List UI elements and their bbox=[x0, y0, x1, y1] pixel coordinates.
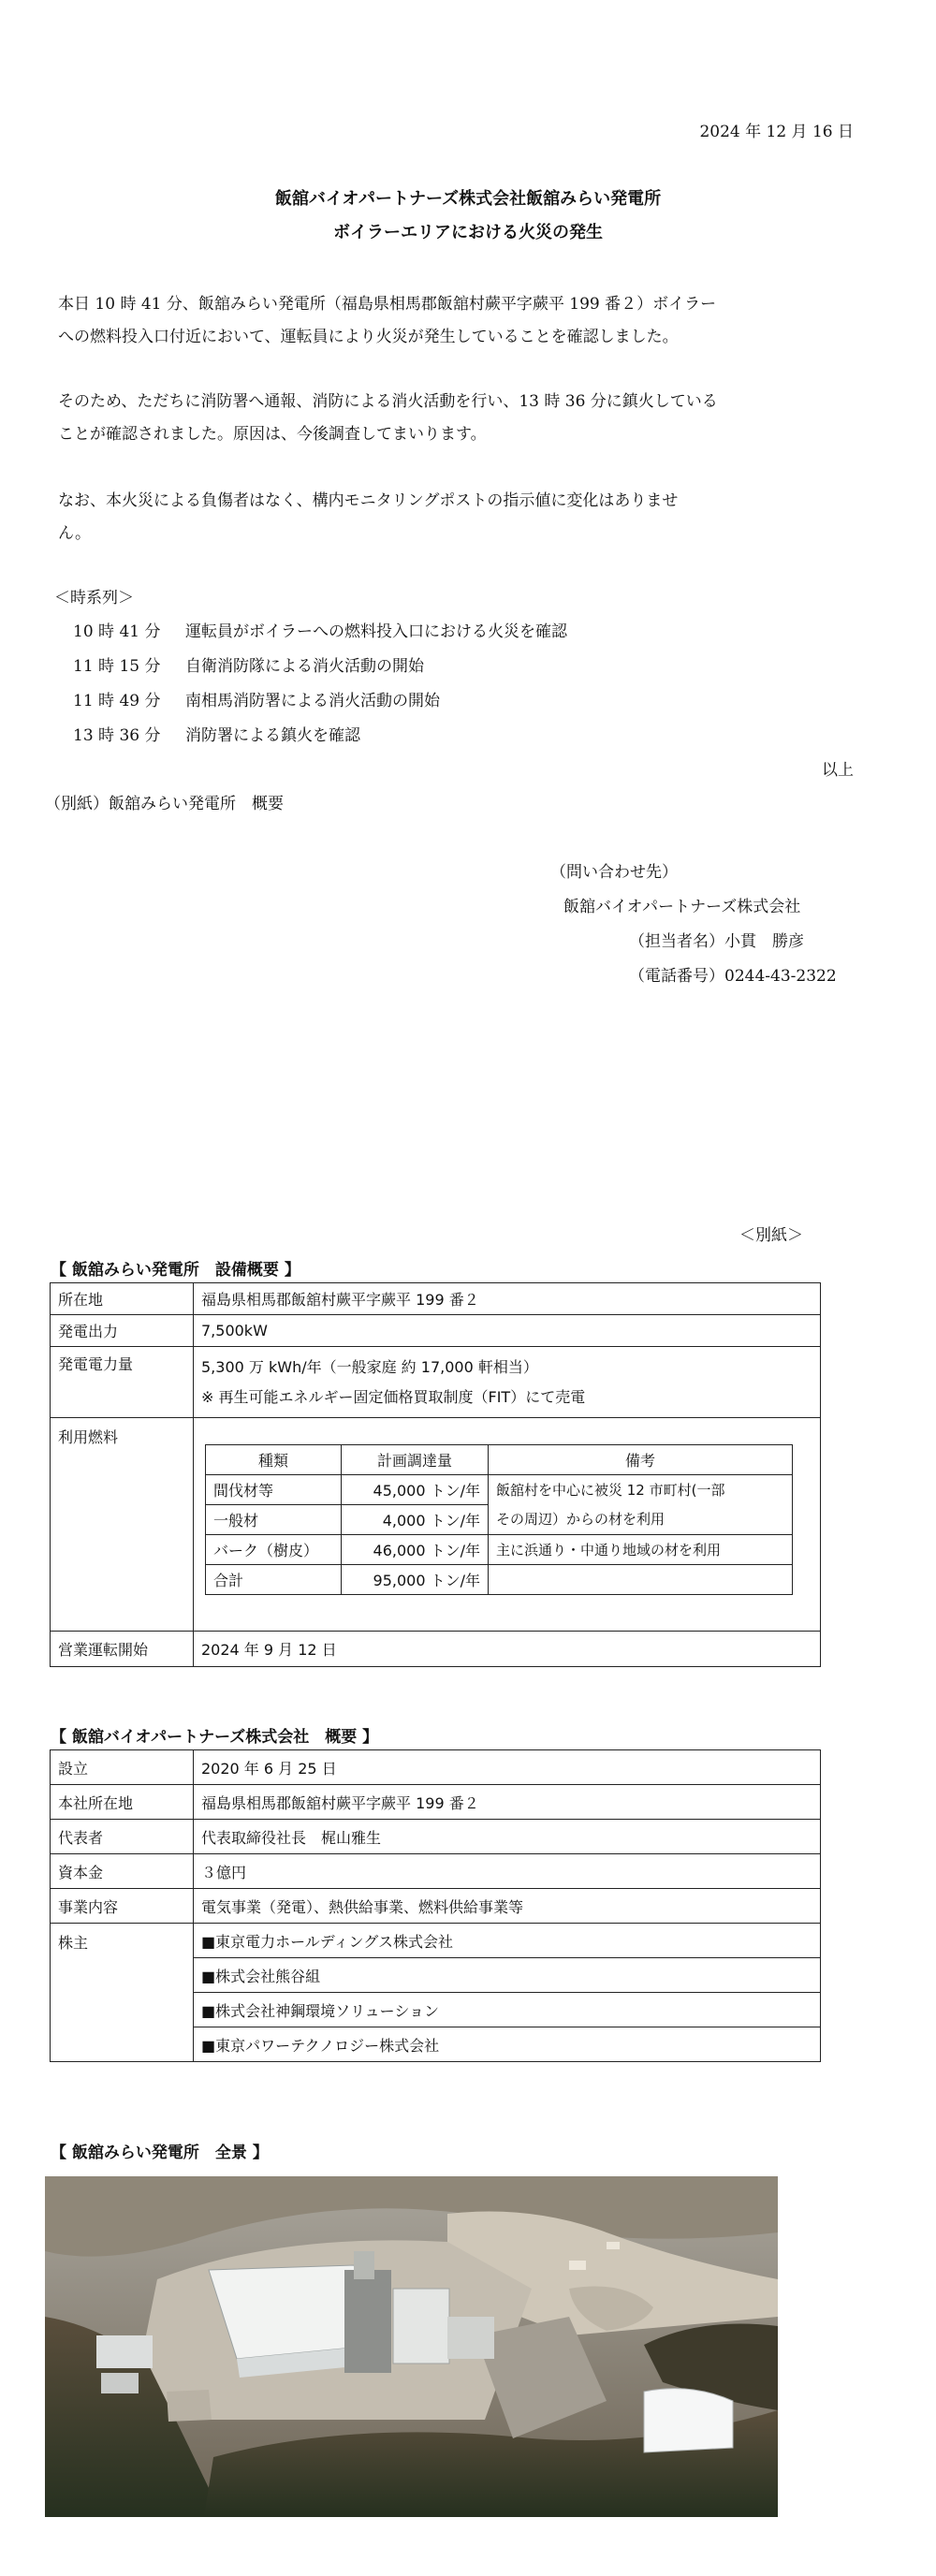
fuel-type: 間伐材等 bbox=[206, 1475, 342, 1505]
fuel-type: 合計 bbox=[206, 1565, 342, 1595]
company-label: 設立 bbox=[51, 1750, 194, 1785]
attachment-label: ＜別紙＞ bbox=[739, 1226, 803, 1245]
timeline-heading: ＜時系列＞ bbox=[54, 589, 134, 607]
company-value: 電気事業（発電）、熱供給事業、燃料供給事業等 bbox=[194, 1889, 821, 1924]
fuel-header-amount: 計画調達量 bbox=[342, 1445, 489, 1475]
fuel-amount: 46,000 トン/年 bbox=[342, 1535, 489, 1565]
company-table bbox=[50, 1749, 821, 2062]
plant-aerial-photo bbox=[45, 2176, 778, 2517]
photo-section-title: 【 飯舘みらい発電所 全景 】 bbox=[51, 2144, 269, 2162]
fuel-header-type: 種類 bbox=[206, 1445, 342, 1475]
facility-start-value: 2024 年 9 月 12 日 bbox=[194, 1632, 821, 1667]
shareholder-item: ■株式会社神鋼環境ソリューション bbox=[194, 1993, 821, 2027]
company-section-title: 【 飯舘バイオパートナーズ株式会社 概要 】 bbox=[51, 1728, 379, 1747]
shareholder-item: ■株式会社熊谷組 bbox=[194, 1958, 821, 1993]
document-title: 飯舘バイオパートナーズ株式会社飯舘みらい発電所 bbox=[274, 189, 662, 209]
facility-table bbox=[50, 1282, 821, 1667]
shareholder-item: ■東京電力ホールディングス株式会社 bbox=[194, 1924, 821, 1958]
facility-location-value: 福島県相馬郡飯舘村蕨平字蕨平 199 番２ bbox=[194, 1283, 821, 1315]
company-label: 代表者 bbox=[51, 1820, 194, 1854]
facility-location-label: 所在地 bbox=[51, 1283, 194, 1315]
company-value: ３億円 bbox=[194, 1854, 821, 1889]
facility-fuel-label: 利用燃料 bbox=[51, 1418, 194, 1632]
document-subtitle: ボイラーエリアにおける火災の発生 bbox=[333, 223, 603, 242]
fuel-amount: 45,000 トン/年 bbox=[342, 1475, 489, 1505]
timeline-row: 10 時 41 分 運転員がボイラーへの燃料投入口における火災を確認 bbox=[73, 622, 567, 641]
contact-person: （担当者名）小貫 勝彦 bbox=[629, 932, 804, 951]
paragraph-incident: 本日 10 時 41 分、飯舘みらい発電所（福島県相馬郡飯舘村蕨平字蕨平 199 番２）ボイラー への燃料投入口付近において、運転員により火災が発生していることを確認しました。 bbox=[58, 295, 717, 346]
company-value: 福島県相馬郡飯舘村蕨平字蕨平 199 番２ bbox=[194, 1785, 821, 1820]
facility-fuel-cell bbox=[194, 1418, 821, 1632]
company-label: 事業内容 bbox=[51, 1889, 194, 1924]
facility-output-value: 7,500kW bbox=[194, 1315, 821, 1347]
company-value: 代表取締役社長 梶山雅生 bbox=[194, 1820, 821, 1854]
plant-aerial-illustration bbox=[45, 2176, 778, 2517]
company-label: 本社所在地 bbox=[51, 1785, 194, 1820]
fuel-note-merged: 飯舘村を中心に被災 12 市町村(一部 その周辺）からの材を利用 bbox=[489, 1475, 793, 1535]
facility-start-label: 営業運転開始 bbox=[51, 1632, 194, 1667]
fuel-note bbox=[489, 1565, 793, 1595]
contact-phone: （電話番号）0244-43-2322 bbox=[629, 967, 837, 986]
attachment-note: （別紙）飯舘みらい発電所 概要 bbox=[45, 795, 284, 813]
shareholder-item: ■東京パワーテクノロジー株式会社 bbox=[194, 2027, 821, 2062]
fuel-type: 一般材 bbox=[206, 1505, 342, 1535]
timeline-row: 11 時 15 分 自衛消防隊による消火活動の開始 bbox=[73, 657, 424, 676]
facility-output-label: 発電出力 bbox=[51, 1315, 194, 1347]
paragraph-injuries: なお、本火災による負傷者はなく、構内モニタリングポストの指示値に変化はありませ ん。 bbox=[58, 491, 679, 543]
fuel-header-note: 備考 bbox=[489, 1445, 793, 1475]
company-label: 資本金 bbox=[51, 1854, 194, 1889]
closing-mark: 以上 bbox=[822, 761, 854, 780]
document-date: 2024 年 12 月 16 日 bbox=[699, 123, 854, 141]
company-value: 2020 年 6 月 25 日 bbox=[194, 1750, 821, 1785]
paragraph-response: そのため、ただちに消防署へ通報、消防による消火活動を行い、13 時 36 分に鎮火している ことが確認されました。原因は、今後調査してまいります。 bbox=[58, 392, 718, 444]
contact-heading: （問い合わせ先） bbox=[550, 863, 678, 882]
facility-energy-label: 発電電力量 bbox=[51, 1347, 194, 1418]
contact-company: 飯舘バイオパートナーズ株式会社 bbox=[563, 898, 801, 916]
fuel-table bbox=[205, 1444, 793, 1595]
facility-energy-value: 5,300 万 kWh/年（一般家庭 約 17,000 軒相当） ※ 再生可能エネルギー固定価格買取制度（FIT）にて売電 bbox=[194, 1347, 821, 1418]
fuel-note: 主に浜通り・中通り地域の材を利用 bbox=[489, 1535, 793, 1565]
shareholder-label: 株主 bbox=[51, 1924, 194, 2062]
contact-block bbox=[550, 856, 837, 994]
fuel-amount: 95,000 トン/年 bbox=[342, 1565, 489, 1595]
timeline-row: 11 時 49 分 南相馬消防署による消火活動の開始 bbox=[73, 692, 440, 710]
fuel-type: バーク（樹皮） bbox=[206, 1535, 342, 1565]
timeline-row: 13 時 36 分 消防署による鎮火を確認 bbox=[73, 726, 360, 745]
facility-section-title: 【 飯舘みらい発電所 設備概要 】 bbox=[51, 1261, 300, 1280]
fuel-amount: 4,000 トン/年 bbox=[342, 1505, 489, 1535]
